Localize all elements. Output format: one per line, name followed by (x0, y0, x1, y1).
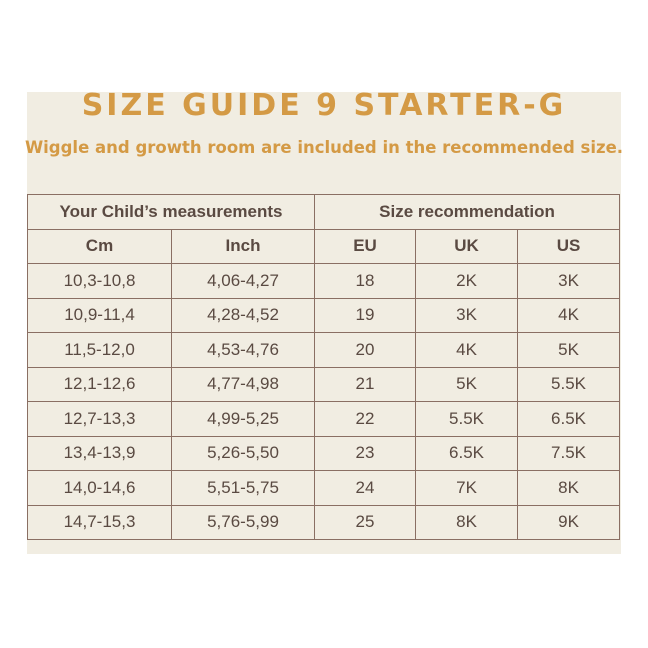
us-cell: 5K (518, 333, 620, 368)
size-table (27, 194, 620, 540)
measurements-group-header: Your Child’s measurements (28, 195, 315, 230)
table-row (28, 298, 620, 333)
inch-cell: 4,53-4,76 (172, 333, 315, 368)
eu-cell: 19 (315, 298, 416, 333)
eu-cell: 21 (315, 367, 416, 402)
cm-cell: 10,3-10,8 (28, 264, 172, 299)
cm-cell: 11,5-12,0 (28, 333, 172, 368)
us-cell: 5.5K (518, 367, 620, 402)
column-header-uk: UK (416, 229, 518, 264)
uk-cell: 2K (416, 264, 518, 299)
table-row (28, 505, 620, 540)
eu-cell: 25 (315, 505, 416, 540)
cm-cell: 12,1-12,6 (28, 367, 172, 402)
inch-cell: 4,06-4,27 (172, 264, 315, 299)
cm-cell: 10,9-11,4 (28, 298, 172, 333)
page-subtitle: Wiggle and growth room are included in the recommended size. (24, 138, 624, 157)
us-cell: 3K (518, 264, 620, 299)
uk-cell: 5.5K (416, 402, 518, 437)
page-title: SIZE GUIDE 9 STARTER-G (81, 88, 567, 123)
group-header-row (28, 195, 620, 230)
recommendation-group-header: Size recommendation (315, 195, 620, 230)
eu-cell: 24 (315, 471, 416, 506)
uk-cell: 5K (416, 367, 518, 402)
us-cell: 6.5K (518, 402, 620, 437)
column-header-eu: EU (315, 229, 416, 264)
column-header-cm: Cm (28, 229, 172, 264)
inch-cell: 4,28-4,52 (172, 298, 315, 333)
table-row (28, 333, 620, 368)
table-row (28, 264, 620, 299)
uk-cell: 3K (416, 298, 518, 333)
inch-cell: 5,26-5,50 (172, 436, 315, 471)
us-cell: 9K (518, 505, 620, 540)
eu-cell: 22 (315, 402, 416, 437)
column-header-row (28, 229, 620, 264)
us-cell: 8K (518, 471, 620, 506)
uk-cell: 6.5K (416, 436, 518, 471)
cm-cell: 13,4-13,9 (28, 436, 172, 471)
inch-cell: 4,77-4,98 (172, 367, 315, 402)
cm-cell: 14,0-14,6 (28, 471, 172, 506)
uk-cell: 4K (416, 333, 518, 368)
table-row (28, 367, 620, 402)
column-header-inch: Inch (172, 229, 315, 264)
uk-cell: 7K (416, 471, 518, 506)
table-row (28, 471, 620, 506)
table-row (28, 402, 620, 437)
cm-cell: 12,7-13,3 (28, 402, 172, 437)
uk-cell: 8K (416, 505, 518, 540)
eu-cell: 23 (315, 436, 416, 471)
cm-cell: 14,7-15,3 (28, 505, 172, 540)
inch-cell: 5,51-5,75 (172, 471, 315, 506)
eu-cell: 20 (315, 333, 416, 368)
table-row (28, 436, 620, 471)
inch-cell: 4,99-5,25 (172, 402, 315, 437)
inch-cell: 5,76-5,99 (172, 505, 315, 540)
eu-cell: 18 (315, 264, 416, 299)
us-cell: 4K (518, 298, 620, 333)
column-header-us: US (518, 229, 620, 264)
us-cell: 7.5K (518, 436, 620, 471)
